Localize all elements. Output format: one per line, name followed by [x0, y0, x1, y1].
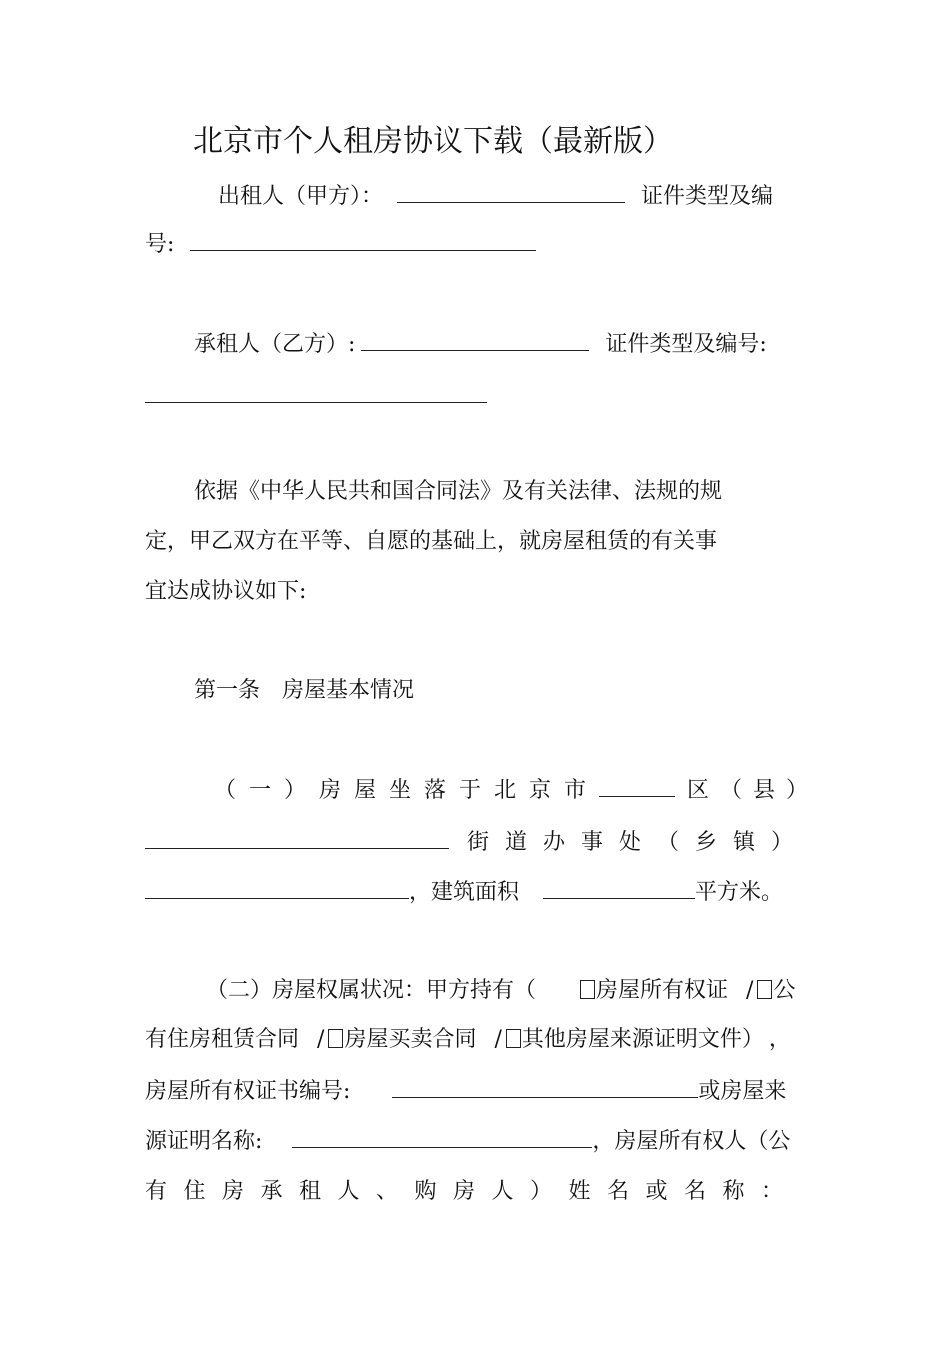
lessor-id-label-cont: 号: — [145, 232, 175, 257]
preamble-line-3: 宜达成协议如下: — [145, 579, 307, 604]
township-blank[interactable] — [145, 878, 409, 899]
lessee-id-blank[interactable] — [145, 382, 487, 403]
separator: / — [494, 1027, 502, 1052]
lessor-id-blank[interactable] — [190, 230, 536, 251]
preamble-line-2: 定，甲乙双方在平等、自愿的基础上，就房屋租赁的有关事 — [145, 529, 718, 554]
lessor-label: 出租人（甲方）： — [218, 184, 384, 209]
checkbox-purchase-contract[interactable] — [328, 1029, 343, 1048]
opt-purchase-contract: 房屋买卖合同 — [344, 1027, 477, 1052]
or-source-label: 或房屋来 — [698, 1079, 787, 1104]
cert-no-label: 房屋所有权证书编号: — [145, 1079, 351, 1104]
lessor-id-line — [145, 230, 536, 259]
lessee-name-blank[interactable] — [361, 330, 589, 351]
item1-prefix: （一）房屋坐落于北京市 — [214, 778, 600, 803]
item2-line-2 — [145, 1026, 791, 1054]
opt-public-lease-b: 有住房租赁合同 — [145, 1027, 300, 1052]
cert-no-blank[interactable] — [392, 1077, 698, 1098]
item1-line-1 — [214, 776, 819, 805]
item2-line-3 — [145, 1077, 786, 1106]
item1-line-3 — [145, 878, 783, 907]
source-name-blank[interactable] — [292, 1127, 592, 1148]
lessee-label: 承租人（乙方）: — [194, 332, 356, 357]
item2-line-1 — [206, 977, 795, 1005]
item2-prefix: （二）房屋权属状况：甲方持有（ — [206, 978, 537, 1003]
article1-heading: 第一条 房屋基本情况 — [194, 678, 415, 703]
separator: / — [317, 1027, 325, 1052]
lessor-id-label: 证件类型及编 — [641, 184, 774, 209]
document-title: 北京市个人租房协议下载（最新版） — [193, 124, 673, 159]
district-blank[interactable] — [599, 776, 675, 797]
street-blank[interactable] — [145, 828, 449, 849]
source-name-label: 源证明名称: — [145, 1129, 263, 1154]
area-unit: 平方米。 — [695, 880, 784, 905]
area-blank[interactable] — [543, 878, 695, 899]
opt-public-lease-a: 公 — [773, 978, 796, 1003]
separator: / — [746, 978, 754, 1003]
lessee-id-label: 证件类型及编号: — [605, 332, 767, 357]
item1-line-2 — [145, 828, 809, 857]
lessee-line — [194, 330, 767, 359]
item2-line-4 — [145, 1127, 790, 1156]
comma: ， — [768, 1027, 791, 1052]
lessee-id-line — [145, 382, 487, 411]
area-label: ，建筑面积 — [409, 880, 520, 905]
opt-ownership-cert: 房屋所有权证 — [596, 978, 729, 1003]
street-label: 街道办事处（乡镇） — [467, 830, 810, 855]
checkbox-public-lease[interactable] — [757, 980, 772, 999]
checkbox-ownership-cert[interactable] — [580, 980, 595, 999]
opt-other-docs: 其他房屋来源证明文件） — [521, 1027, 753, 1052]
owner-label: ，房屋所有权人（公 — [592, 1129, 791, 1154]
lessor-name-blank[interactable] — [397, 182, 625, 203]
item2-line-5: 有住房承租人、购房人）姓名或名称： — [145, 1179, 800, 1204]
district-label: 区（县） — [687, 778, 820, 803]
checkbox-other-docs[interactable] — [506, 1029, 521, 1048]
preamble-line-1: 依据《中华人民共和国合同法》及有关法律、法规的规 — [194, 479, 723, 504]
lessor-line — [218, 182, 773, 211]
